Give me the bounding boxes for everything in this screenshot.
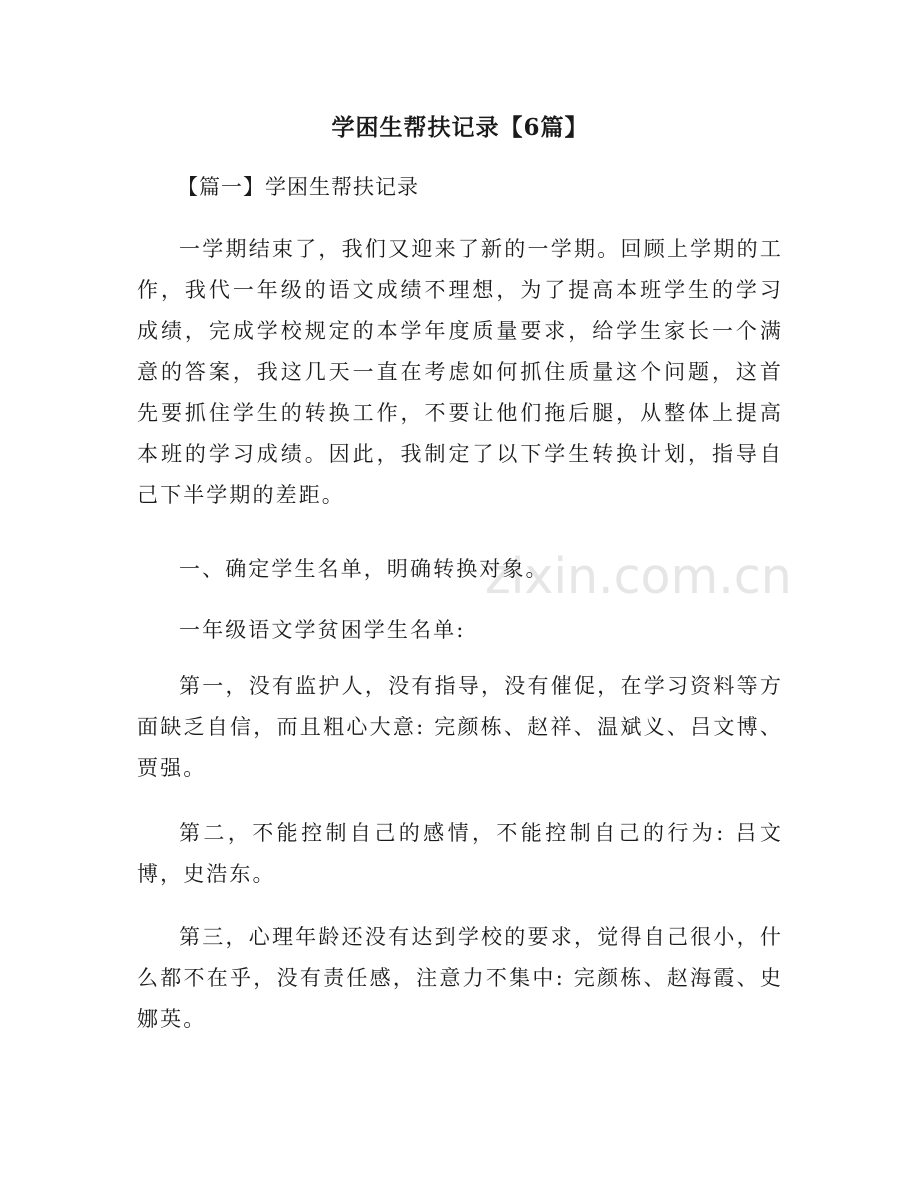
paragraph-first-group: 第一，没有监护人，没有指导，没有催促，在学习资料等方面缺乏自信，而且粗心大意: 完颜栋、赵祥、温斌义、吕文博、贾强。 xyxy=(137,674,783,780)
section-heading: 【篇一】学困生帮扶记录 xyxy=(177,175,419,199)
document-title: 学困生帮扶记录【6篇】 xyxy=(331,114,589,141)
paragraph-intro: 一学期结束了，我们又迎来了新的一学期。回顾上学期的工作，我代一年级的语文成绩不理想，为了提高本班学生的学习成绩，完成学校规定的本学年度质量要求，给学生家长一个满意的答案，我这几天一直在考虑如何抓住质量这个问题，这首先要抓住学生的转换工作，不要让他们拖后腿，从整体上提高本班的学习成绩。因此，我制定了以下学生转换计划，指导自己下半学期的差距。 xyxy=(137,237,783,507)
paragraph-second-group: 第二，不能控制自己的感情，不能控制自己的行为: 吕文博，史浩东。 xyxy=(137,821,783,886)
paragraph-list-title: 一年级语文学贫困学生名单: xyxy=(179,618,466,642)
watermark: zixin.com.cn xyxy=(485,548,792,605)
paragraph-third-group: 第三，心理年龄还没有达到学校的要求，觉得自己很小，什么都不在乎，没有责任感，注意力不集中: 完颜栋、赵海霞、史娜英。 xyxy=(137,925,783,1031)
paragraph-step-one: 一、确定学生名单，明确转换对象。 xyxy=(179,557,549,581)
